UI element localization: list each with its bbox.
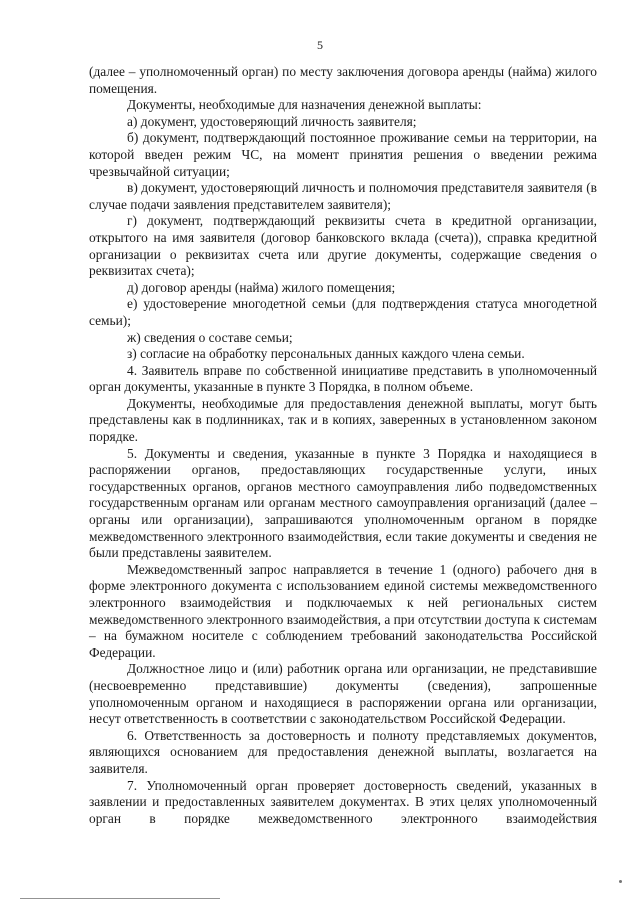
scan-artifact-line — [20, 898, 220, 899]
list-item-z: з) согласие на обработку персональных данных каждого члена семьи. — [127, 346, 525, 362]
list-item-b: б) документ, подтверждающий постоянное проживание семьи на территории, на которой введен режим ЧС, на момент принятия решения о введении режима чрезвычайной ситуации; — [89, 130, 597, 179]
scan-artifact-dot — [619, 880, 622, 883]
paragraph-originals-copies: Документы, необходимые для предоставления денежной выплаты, могут быть представлены как в подлинниках, так и в копиях, заверенных в установленном законом порядке. — [89, 395, 597, 445]
paragraph-section-5: 5. Документы и сведения, указанные в пункте 3 Порядка и находящиеся в распоряжении органов, предоставляющих государственные услуги, иных государственных органов, органов местного самоуправления либо подведомственных государственным органам или органам местного самоуправления организаций (далее – органы или организации), запрашиваются уполномоченным органом в порядке межведомственного электронного взаимодействия, если такие документы и сведения не были представлены заявителем. — [89, 445, 597, 561]
page-number: 5 — [317, 38, 323, 52]
paragraph-continuation: (далее – уполномоченный орган) по месту заключения договора аренды (найма) жилого помещения. — [89, 64, 597, 96]
paragraph-official-liability: Должностное лицо и (или) работник органа или организации, не представившие (несвоевременно представившие) документы (сведения), запрошенные уполномоченным органом и находящиеся в распоряжении органа или организации, несут ответственность в соответствии с законодательством Российской Федерации. — [89, 661, 597, 727]
document-body — [89, 64, 597, 827]
list-item-a: а) документ, удостоверяющий личность заявителя; — [127, 113, 417, 129]
paragraph-section-7: 7. Уполномоченный орган проверяет достоверность сведений, указанных в заявлении и предоставленных заявителем документах. В этих целях уполномоченный орган в порядке межведомственного электронного взаимодействия — [89, 777, 597, 826]
paragraph-section-6: 6. Ответственность за достоверность и полноту представляемых документов, являющихся основанием для предоставления денежной выплаты, возлагается на заявителя. — [89, 727, 597, 776]
list-item-v: в) документ, удостоверяющий личность и полномочия представителя заявителя (в случае подачи заявления представителем заявителя); — [89, 180, 597, 212]
list-item-e: е) удостоверение многодетной семьи (для подтверждения статуса многодетной семьи); — [89, 296, 597, 328]
paragraph-documents-intro: Документы, необходимые для назначения денежной выплаты: — [127, 97, 482, 113]
paragraph-interagency-request: Межведомственный запрос направляется в течение 1 (одного) рабочего дня в форме электронного документа с использованием единой системы межведомственного электронного взаимодействия и подключаемых к ней региональных систем межведомственного электронного взаимодействия, а при отсутствии доступа к системам – на бумажном носителе с соблюдением требований законодательства Российской Федерации. — [89, 561, 597, 660]
list-item-zh: ж) сведения о составе семьи; — [127, 329, 293, 345]
list-item-d: д) договор аренды (найма) жилого помещения; — [127, 279, 396, 295]
list-item-g: г) документ, подтверждающий реквизиты счета в кредитной организации, открытого на имя заявителя (договор банковского вклада (счета)), справка кредитной организации о реквизитах счета или другие документы, содержащие сведения о реквизитах счета); — [89, 213, 597, 279]
paragraph-section-4: 4. Заявитель вправе по собственной инициативе представить в уполномоченный орган документы, указанные в пункте 3 Порядка, в полном объеме. — [89, 362, 597, 395]
